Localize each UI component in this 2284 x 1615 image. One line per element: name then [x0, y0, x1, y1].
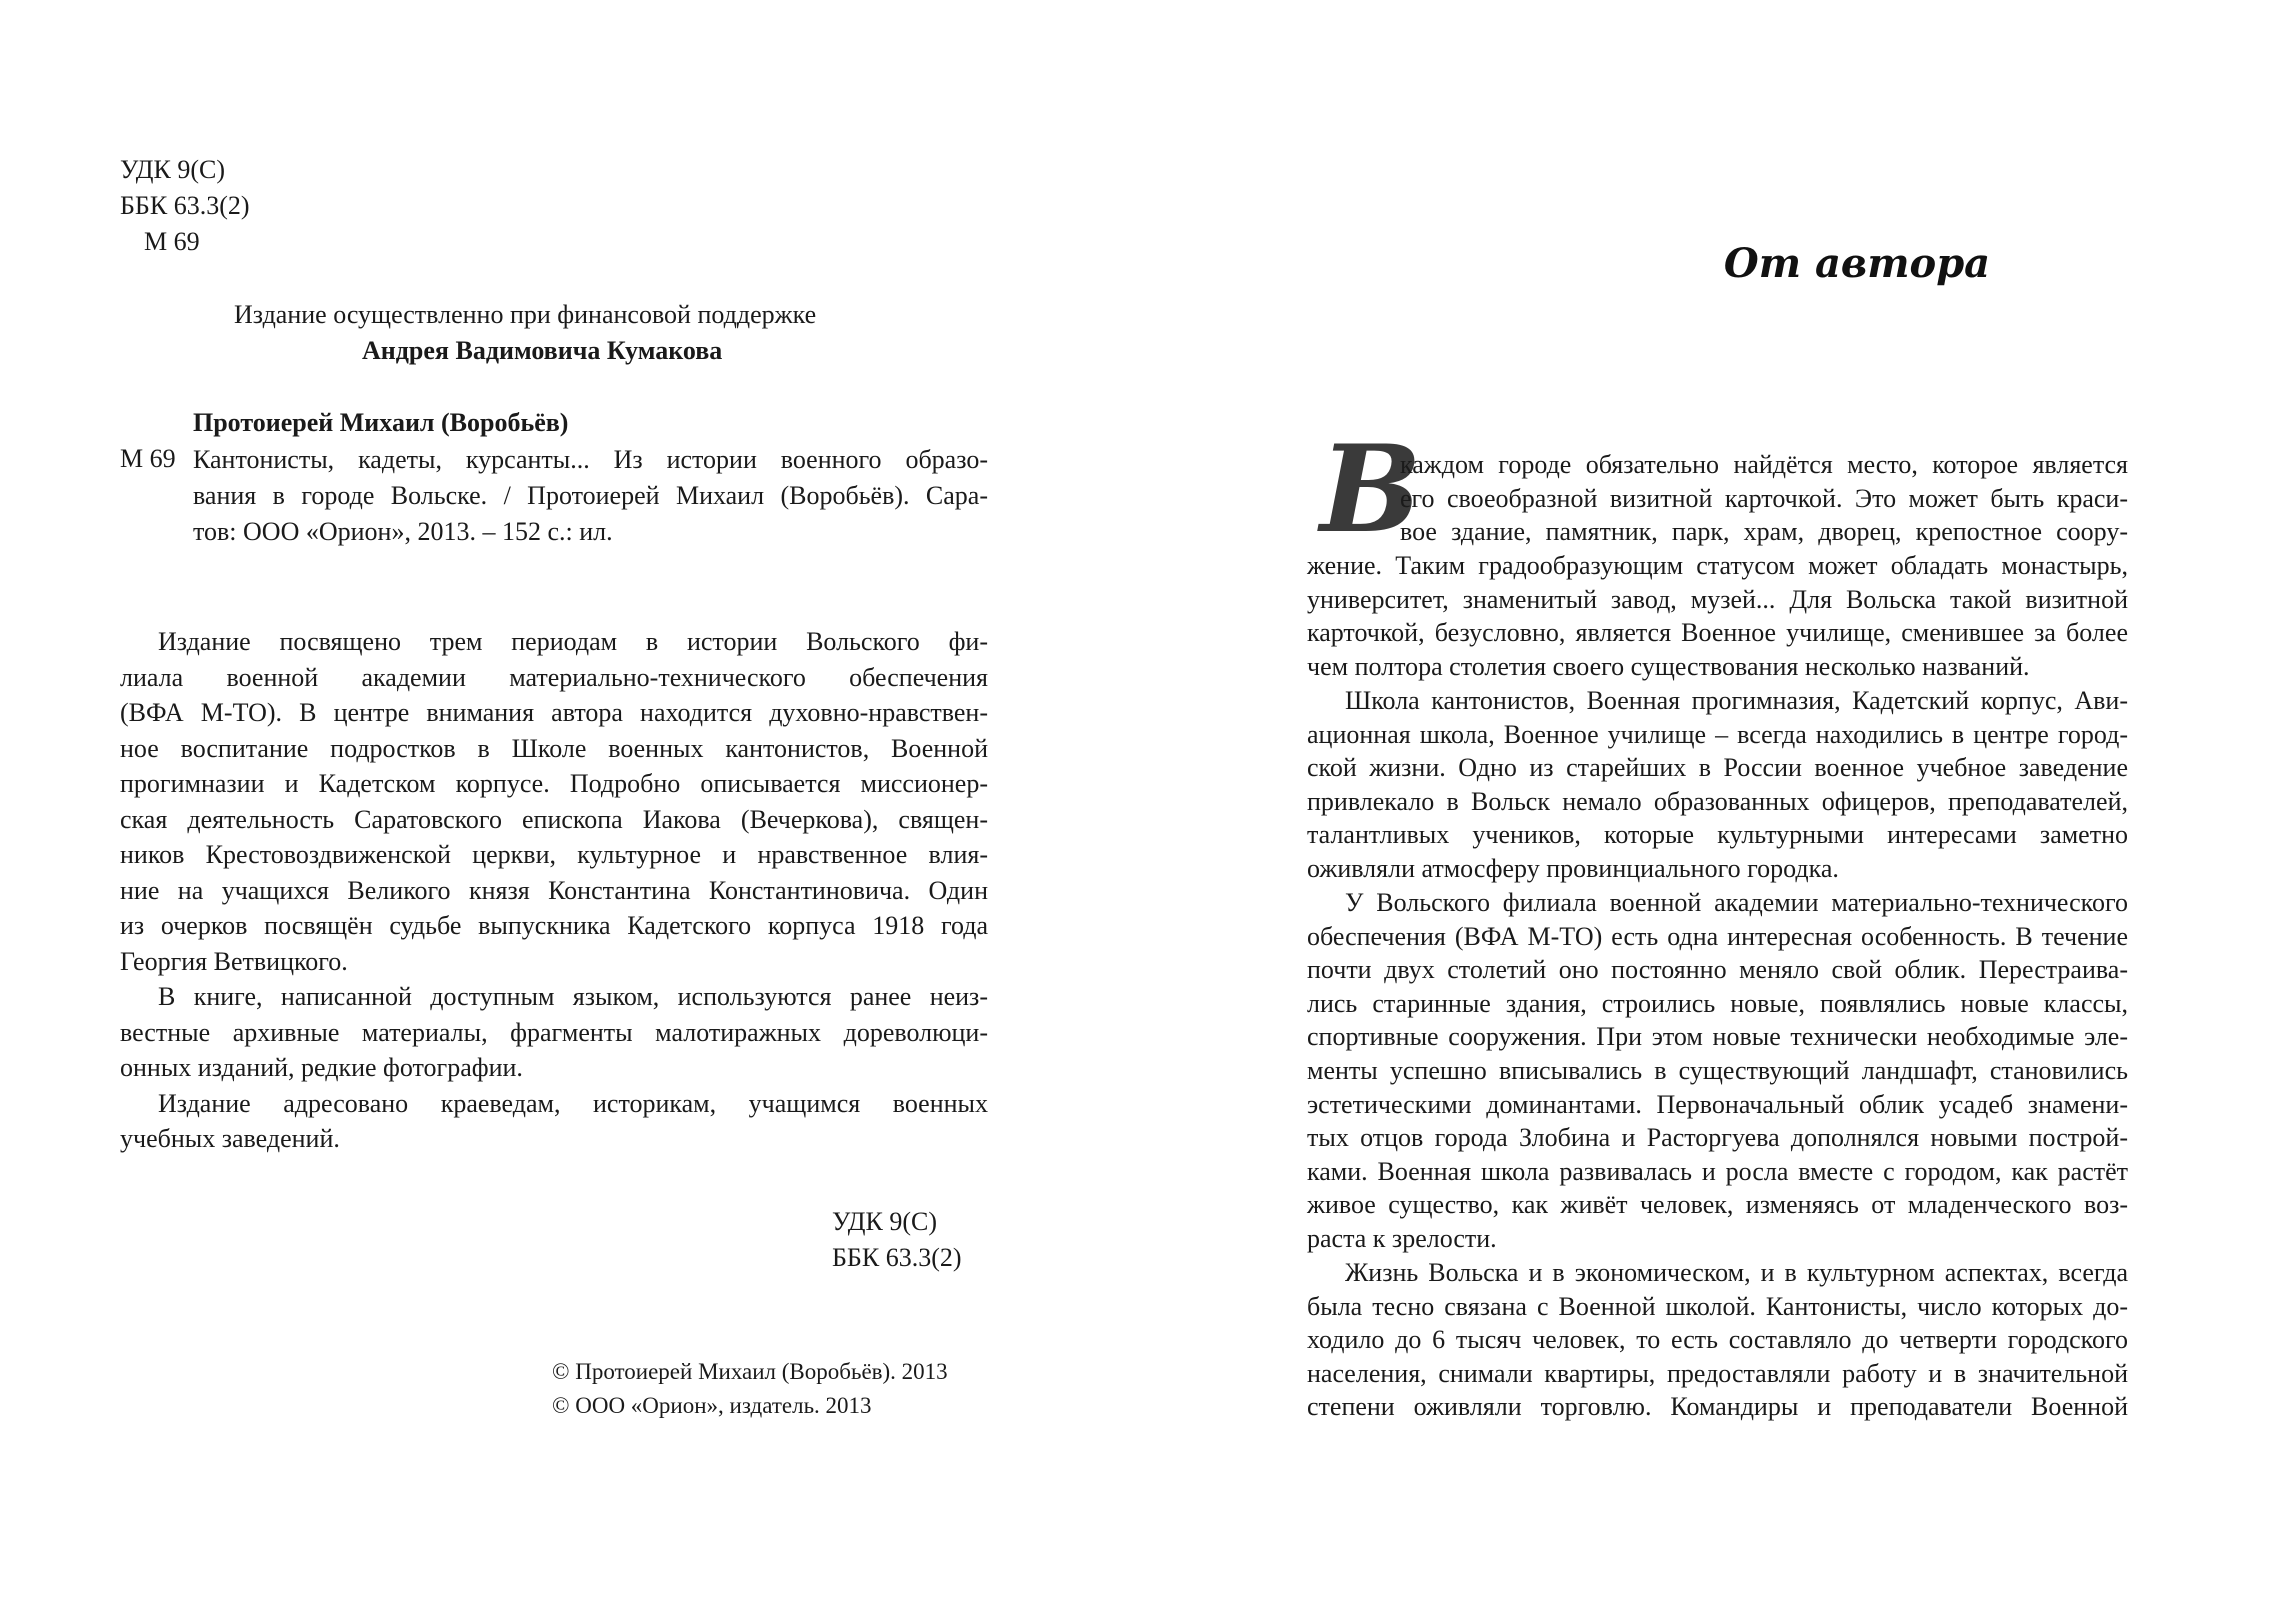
body-line: ационная школа, Военное училище – всегда находились в центре город-	[1307, 719, 2128, 749]
body-line: его своеобразной визитной карточкой. Это может быть краси-	[1400, 483, 2128, 513]
body-line: Жизнь Вольска и в экономическом, и в культурном аспектах, всегда	[1345, 1258, 2128, 1287]
body-line: обеспечения (ВФА М-ТО) есть одна интересная особенность. В течение	[1307, 921, 2128, 951]
body-line: менты успешно вписывались в существующий ландшафт, становились	[1307, 1055, 2128, 1085]
abstract-line: лиала военной академии материально-технического обеспечения	[120, 662, 988, 692]
catalog-line: тов: ООО «Орион», 2013. – 152 с.: ил.	[193, 517, 613, 546]
abstract-line: из очерков посвящён судьбе выпускника Кадетского корпуса 1918 года	[120, 911, 988, 940]
abstract-line: прогимназии и Кадетском корпусе. Подробно описывается миссионер-	[120, 769, 988, 798]
body-line: населения, снимали квартиры, предоставляли работу и в значительной	[1307, 1358, 2128, 1388]
body-line: тых отцов города Злобина и Расторгуева дополнялся новыми построй-	[1307, 1123, 2128, 1153]
body-line: лись старинные здания, строились новые, появлялись новые классы,	[1307, 988, 2128, 1018]
abstract-line: Издание посвящено трем периодам в истории Вольского фи-	[158, 627, 988, 656]
catalog-entry	[193, 442, 988, 550]
copyright-author: © Протоиерей Михаил (Воробьёв). 2013	[552, 1359, 948, 1384]
abstract-line: (ВФА М-ТО). В центре внимания автора находится духовно-нравствен-	[120, 698, 988, 727]
body-line: оживляли атмосферу провинциального городка.	[1307, 853, 1839, 883]
body-line: почти двух столетий оно постоянно меняло свой облик. Перестраива-	[1307, 955, 2128, 985]
paragraph-1-rest	[1307, 549, 2128, 683]
abstract-line: онных изданий, редкие фотографии.	[120, 1053, 523, 1082]
body-line: каждом городе обязательно найдётся место, которое является	[1400, 450, 2128, 479]
chapter-heading: От автора	[1723, 240, 1991, 287]
body-line: ской жизни. Одно из старейших в России военное учебное заведение	[1307, 753, 2128, 783]
body-line: раста к зрелости.	[1307, 1223, 1497, 1253]
abstract-line: ние на учащихся Великого князя Константина Константиновича. Один	[120, 875, 988, 905]
body-line: Школа кантонистов, Военная прогимназия, Кадетский корпус, Ави-	[1345, 686, 2128, 715]
drop-cap-letter: В	[1320, 419, 1422, 560]
catalog-line: Кантонисты, кадеты, курсанты... Из истории военного образо-	[193, 445, 988, 474]
body-line: жение. Таким градообразующим статусом может обладать монастырь,	[1307, 551, 2128, 580]
body-line: карточкой, безусловно, является Военное училище, сменившее за более	[1307, 618, 2128, 648]
abstract-line: ное воспитание подростков в Школе военных кантонистов, Военной	[120, 733, 988, 763]
body-line: была тесно связана с Военной школой. Кантонисты, число которых до-	[1307, 1291, 2128, 1321]
author-name: Протоиерей Михаил (Воробьёв)	[193, 408, 569, 437]
body-line: чем полтора столетия своего существования несколько названий.	[1307, 651, 2030, 681]
abstract-line: учебных заведений.	[120, 1124, 340, 1153]
paragraph-4	[1307, 1256, 2128, 1424]
abstract-line: ников Крестовоздвиженской церкви, культурное и нравственное влия-	[120, 840, 988, 869]
body-line: живое существо, как живёт человек, изменяясь от младенческого воз-	[1307, 1190, 2128, 1220]
abstract-line: В книге, написанной доступным языком, используются ранее неиз-	[158, 982, 988, 1011]
abstract-line: вестные архивные материалы, фрагменты малотиражных дореволюци-	[120, 1017, 988, 1047]
body-line: вое здание, памятник, парк, храм, дворец, крепостное соору-	[1400, 517, 2128, 546]
body-line: эстетическими доминантами. Первоначальный облик усадеб знамени-	[1307, 1089, 2128, 1119]
paragraph-1-third-line	[1400, 515, 2128, 549]
right-page	[1142, 0, 2284, 1615]
abstract-line: ская деятельность Саратовского епископа Иакова (Вечеркова), священ-	[120, 804, 988, 834]
copyright-publisher: © ООО «Орион», издатель. 2013	[552, 1393, 872, 1418]
sponsor-line: Издание осуществленно при финансовой поддержке	[234, 300, 817, 329]
catalog-line: вания в городе Вольске. / Протоиерей Михаил (Воробьёв). Сара-	[193, 481, 988, 510]
paragraph-2	[1307, 684, 2128, 886]
paragraph-3	[1307, 886, 2128, 1256]
sponsor-name: Андрея Вадимовича Кумакова	[362, 336, 723, 365]
body-line: спортивные сооружения. При этом новые технически необходимые эле-	[1307, 1022, 2128, 1052]
paragraph-1-dropcap-lines	[1400, 448, 2128, 515]
abstract-line: Георгия Ветвицкого.	[120, 946, 348, 976]
abstract-line: Издание адресовано краеведам, историкам, учащимся военных	[158, 1088, 988, 1118]
body-line: талантливых учеников, которые культурными интересами заметно	[1307, 820, 2128, 850]
body-line: степени оживляли торговлю. Командиры и преподаватели Военной	[1307, 1392, 2128, 1422]
bbk-code-top: ББК 63.3(2)	[120, 191, 250, 220]
catalog-mark: М 69	[120, 444, 176, 473]
body-line: У Вольского филиала военной академии материально-технического	[1345, 888, 2128, 917]
body-line: ходило до 6 тысяч человек, то есть составляло до четверти городского	[1307, 1325, 2128, 1355]
body-line: ками. Военная школа развивалась и росла вместе с городом, как растёт	[1307, 1156, 2128, 1186]
body-line: привлекало в Вольск немало образованных офицеров, преподавателей,	[1307, 786, 2128, 816]
abstract-text	[120, 624, 988, 1157]
body-line: университет, знаменитый завод, музей... Для Вольска такой визитной	[1307, 584, 2128, 614]
bbk-code-bottom: ББК 63.3(2)	[832, 1243, 962, 1272]
udk-code-bottom: УДК 9(С)	[832, 1207, 938, 1236]
udk-code-top: УДК 9(С)	[120, 155, 226, 184]
author-mark-top: М 69	[144, 227, 200, 256]
